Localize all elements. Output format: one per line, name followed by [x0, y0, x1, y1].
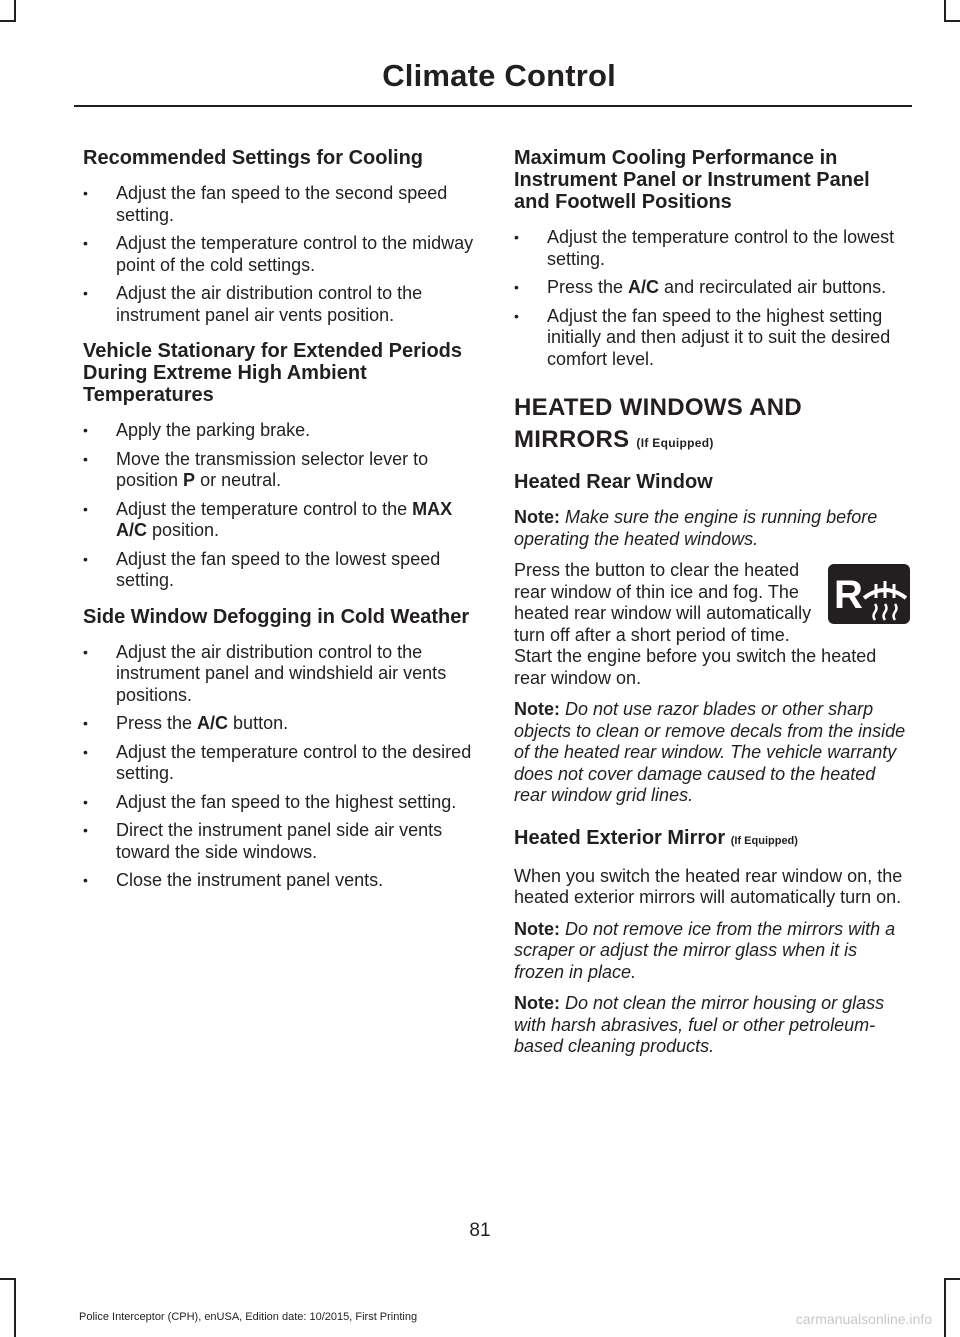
icon-letter: R	[834, 573, 863, 617]
note-label: Note:	[514, 507, 560, 527]
left-column	[83, 147, 475, 906]
defog-heading: Side Window Defogging in Cold Weather	[83, 605, 470, 628]
mirror-heading	[514, 827, 910, 852]
item-text: Adjust the temperature control to the	[116, 498, 413, 519]
mirror-heading-text: Heated Exterior Mirror	[514, 826, 726, 849]
footer-text: Police Interceptor (CPH), enUSA, Edition date: 10/2015, First Printing	[79, 1311, 418, 1323]
cooling-list	[83, 183, 475, 326]
item-text: Press the	[116, 713, 198, 733]
if-equipped-label: (If Equipped)	[730, 834, 798, 847]
list-item: • Adjust the fan speed to the highest setting initially and then adjust it to suit the desired comfort level.	[514, 306, 910, 371]
note-label: Note:	[514, 699, 560, 719]
list-item: • Adjust the temperature control to the desired setting.	[83, 742, 475, 785]
note-text: Do not use razor blades or other sharp objects to clean or remove decals from the inside of the heated rear window. The vehicle warranty does not cover damage caused to the heated rear window grid lines.	[514, 699, 906, 805]
list-item	[83, 499, 475, 542]
list-item: • Adjust the air distribution control to the instrument panel and windshield air vents positions.	[83, 642, 475, 707]
stationary-list	[83, 420, 475, 592]
rear-window-heading: Heated Rear Window	[514, 471, 713, 493]
item-text: Press the	[547, 277, 629, 297]
note-text: Make sure the engine is running before operating the heated windows.	[514, 507, 878, 549]
list-item: • Adjust the air distribution control to the instrument panel air vents position.	[83, 283, 475, 326]
note-label: Note:	[514, 993, 560, 1013]
heated-rear-window-icon	[828, 564, 910, 624]
list-item: • Apply the parking brake.	[83, 420, 475, 442]
if-equipped-label: (If Equipped)	[636, 436, 714, 450]
item-text: button.	[228, 713, 289, 733]
item-bold: MAX A/C	[116, 498, 453, 540]
section-title-line2: MIRRORS	[514, 426, 630, 453]
icon-heat-wave	[884, 604, 887, 620]
crop-mark	[0, 1278, 16, 1280]
crop-mark	[14, 1278, 16, 1337]
mirror-body: When you switch the heated rear window on, the heated exterior mirrors will automatically turn on.	[514, 865, 903, 907]
rear-window-body	[514, 560, 910, 689]
list-item: • Adjust the temperature control to the lowest setting.	[514, 227, 910, 270]
note-paragraph	[514, 699, 910, 807]
icon-heat-wave	[874, 604, 877, 620]
header-divider	[74, 105, 912, 107]
item-text: and recirculated air buttons.	[659, 277, 887, 297]
note-paragraph	[514, 993, 910, 1058]
crop-mark	[0, 20, 16, 22]
section-title-line1: HEATED WINDOWS AND	[514, 394, 803, 421]
note-text: Do not remove ice from the mirrors with a scraper or adjust the mirror glass when it is frozen in place.	[514, 918, 896, 982]
item-text: position.	[147, 520, 220, 540]
right-column	[514, 147, 910, 1068]
list-item: • Direct the instrument panel side air vents toward the side windows.	[83, 820, 475, 863]
list-item: • Adjust the fan speed to the second speed setting.	[83, 183, 475, 226]
crop-mark	[944, 0, 946, 22]
item-text: Move the transmission selector lever to position	[116, 448, 429, 490]
note-label: Note:	[514, 918, 560, 939]
list-item	[514, 277, 910, 299]
page-number: 81	[469, 1220, 491, 1241]
section-title	[514, 392, 910, 459]
list-item: • Adjust the fan speed to the lowest speed setting.	[83, 549, 475, 592]
body-text: Press the button to clear the heated rear window of thin ice and fog. The heated rear window will automatically turn off after a short period of time. Start the engine before you switch the heated rear window on.	[514, 560, 877, 688]
note-paragraph	[514, 507, 910, 550]
item-text: or neutral.	[195, 470, 282, 490]
list-item	[83, 713, 475, 735]
list-item: • Adjust the fan speed to the highest setting.	[83, 792, 475, 814]
note-paragraph	[514, 919, 910, 984]
item-bold: A/C	[197, 713, 229, 733]
cooling-heading: Recommended Settings for Cooling	[83, 147, 424, 169]
crop-mark	[14, 0, 16, 22]
list-item: • Adjust the temperature control to the midway point of the cold settings.	[83, 233, 475, 276]
max-cooling-heading: Maximum Cooling Performance in Instrument Panel or Instrument Panel and Footwell Positions	[514, 147, 870, 213]
watermark: carmanualsonline.info	[795, 1311, 932, 1327]
note-text: Do not clean the mirror housing or glass with harsh abrasives, fuel or other petroleum-based cleaning products.	[514, 993, 885, 1056]
heated-rear-window-icon-graphic	[828, 564, 910, 624]
item-bold: A/C	[628, 277, 660, 297]
list-item	[83, 449, 475, 492]
max-cooling-list	[514, 227, 910, 370]
page-title: Climate Control	[382, 58, 616, 93]
stationary-heading: Vehicle Stationary for Extended Periods During Extreme High Ambient Temperatures	[83, 340, 463, 406]
crop-mark	[944, 1278, 960, 1280]
icon-heat-wave	[894, 604, 897, 620]
item-bold: P	[183, 470, 196, 490]
crop-mark	[944, 20, 960, 22]
crop-mark	[944, 1278, 946, 1337]
defog-list	[83, 642, 475, 892]
list-item: • Close the instrument panel vents.	[83, 870, 475, 892]
